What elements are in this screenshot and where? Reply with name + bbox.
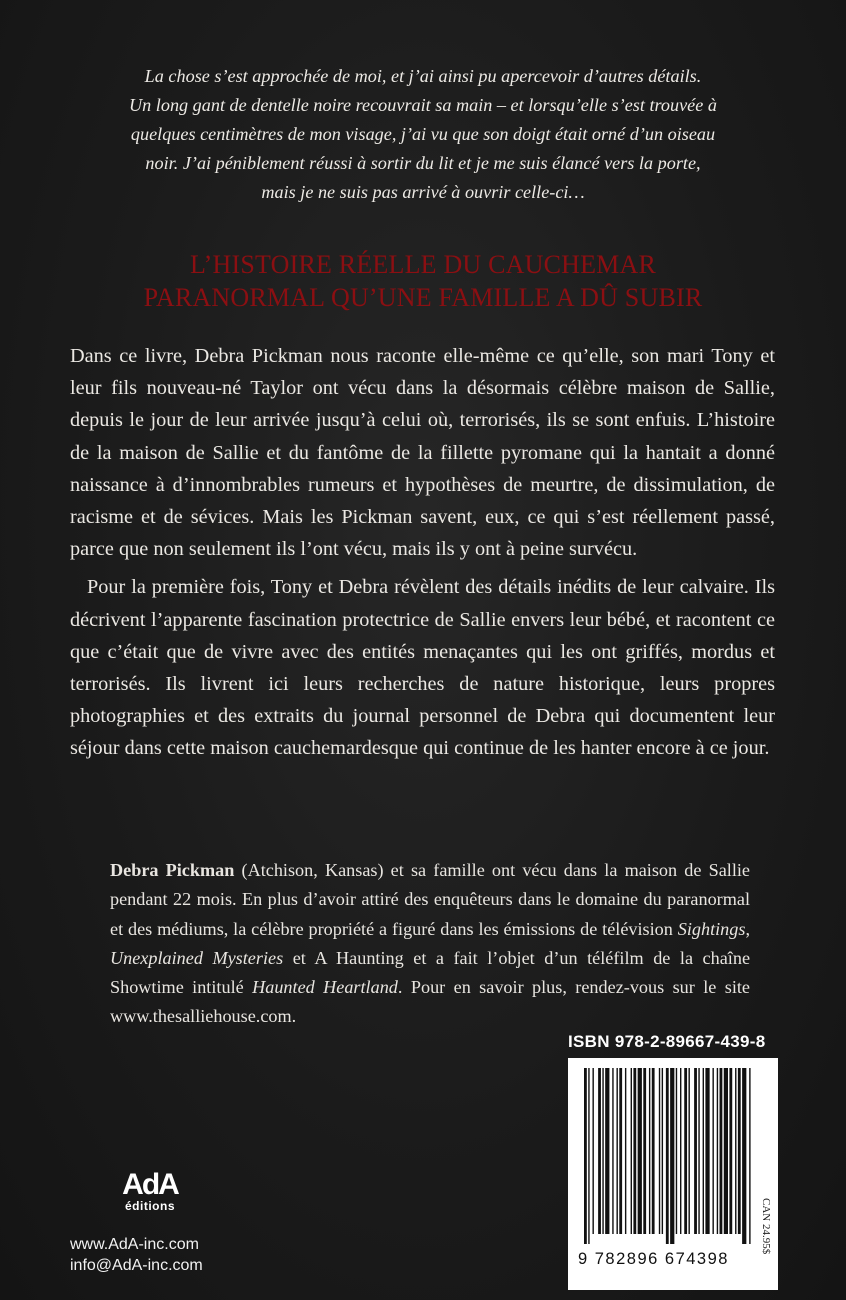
barcode-bar	[738, 1068, 741, 1234]
isbn-label: ISBN 978-2-89667-439-8	[568, 1032, 766, 1051]
bio-text: ,	[745, 918, 750, 939]
barcode-bar	[684, 1068, 687, 1234]
barcode-bar	[638, 1068, 642, 1234]
barcode-bar	[724, 1068, 728, 1234]
headline-line-1: L’HISTOIRE RÉELLE DU CAUCHEMAR	[189, 250, 657, 279]
barcode-bar	[729, 1068, 732, 1234]
barcode-bar	[703, 1068, 704, 1234]
logo-mark: AdA	[122, 1168, 178, 1201]
barcode-bar	[698, 1068, 699, 1234]
barcode-bar	[633, 1068, 636, 1234]
quote-line: noir. J’ai péniblement réussi à sortir du lit et je me suis élancé vers la porte,	[145, 153, 701, 173]
tagline-headline	[60, 248, 786, 314]
barcode-bar	[616, 1068, 617, 1234]
publisher-contact	[70, 1234, 203, 1276]
barcode-bar	[749, 1068, 750, 1244]
barcode-bar	[605, 1068, 609, 1234]
barcode-bar	[688, 1068, 689, 1234]
barcode-bar	[712, 1068, 713, 1234]
barcode-bar	[735, 1068, 736, 1234]
barcode-bar	[659, 1068, 660, 1234]
barcode-bar	[631, 1068, 632, 1234]
publisher-email: info@AdA-inc.com	[70, 1257, 203, 1274]
barcode-number: 9 782896 674398	[578, 1250, 729, 1268]
price-label: CAN 24.95$	[760, 1198, 772, 1255]
barcode-bar	[652, 1068, 655, 1234]
headline-line-2: PARANORMAL QU’UNE FAMILLE A DÛ SUBIR	[143, 283, 703, 312]
quote-line: Un long gant de dentelle noire recouvrait sa main – et lorsqu’elle s’est trouvée à	[129, 95, 717, 115]
barcode-bar	[588, 1068, 589, 1244]
barcode-bar	[720, 1068, 723, 1234]
barcode-bar	[680, 1068, 681, 1234]
excerpt-quote	[78, 62, 768, 207]
barcode-bar	[717, 1068, 718, 1234]
barcode	[568, 1058, 778, 1290]
barcode-bar	[670, 1068, 674, 1244]
barcode-bar	[598, 1068, 601, 1234]
quote-line: mais je ne suis pas arrivé à ouvrir celle-ci…	[261, 182, 585, 202]
author-bio	[110, 856, 750, 1032]
barcode-bar	[649, 1068, 650, 1234]
barcode-bar	[612, 1068, 613, 1234]
bio-text: (Atchison, Kansas) et sa famille ont vécu dans la maison de Sallie pendant 22 mois. En plus d’avoir attiré des enquêteurs dans le domaine du paranormal et des médiums, la célèbre propriété a figuré dans les émissions de télévision	[110, 860, 750, 939]
author-name: Debra Pickman	[110, 860, 235, 880]
show-title: Unexplained Mysteries	[110, 947, 284, 968]
publisher-website: www.AdA-inc.com	[70, 1236, 199, 1253]
barcode-bar	[602, 1068, 603, 1234]
barcode-bars	[584, 1068, 752, 1244]
barcode-bar	[592, 1068, 593, 1234]
barcode-bar	[666, 1068, 669, 1244]
publisher-logo	[110, 1170, 190, 1220]
barcode-bar	[676, 1068, 677, 1234]
barcode-bar	[742, 1068, 746, 1244]
barcode-bar	[694, 1068, 697, 1234]
barcode-bar	[662, 1068, 663, 1234]
bio-text: et a fait l’objet d’un téléfilm de la chaîne Showtime intitulé	[110, 947, 751, 998]
barcode-bar	[619, 1068, 622, 1234]
barcode-bar	[625, 1068, 626, 1234]
description-paragraph-1: Dans ce livre, Debra Pickman nous raconte elle-même ce qu’elle, son mari Tony et leur fils nouveau-né Taylor ont vécu dans la désormais célèbre maison de Sallie, depuis le jour de leur arrivée jusqu’à celui où, terrorisés, ils se sont enfuis. L’histoire de la maison de Sallie et du fantôme de la fillette pyromane qui la hantait a donné naissance à d’innombrables rumeurs et hypothèses de meurtre, de dissimulation, de racisme et de sévices. Mais les Pickman savent, eux, ce qui s’est réellement passé, parce que non seulement ils l’ont vécu, mais ils y ont à peine survécu.	[70, 345, 775, 561]
description-paragraph-2: Pour la première fois, Tony et Debra révèlent des détails inédits de leur calvaire. Ils décrivent l’apparente fascination protectrice de Sallie envers leur bébé, et racontent ce que c’était que de vivre avec des entités menaçantes qui les ont griffés, mordus et terrorisés. Ils livrent ici leurs recherches de nature historique, leurs propres photographies et des extraits du journal personnel de Debra qui documentent leur séjour dans cette maison cauchemardesque qui continue de les hanter encore à ce jour.	[70, 576, 775, 760]
barcode-bar	[705, 1068, 709, 1234]
quote-line: La chose s’est approchée de moi, et j’ai ainsi pu apercevoir d’autres détails.	[144, 66, 702, 86]
quote-line: quelques centimètres de mon visage, j’ai vu que son doigt était orné d’un oiseau	[130, 124, 716, 144]
show-title: A Haunting	[314, 947, 404, 968]
bio-text: et	[283, 947, 315, 968]
book-description	[70, 340, 775, 771]
show-title: Sightings	[677, 918, 746, 939]
film-title: Haunted Heartland	[252, 977, 398, 998]
barcode-bar	[584, 1068, 587, 1244]
logo-subtitle: éditions	[124, 1199, 175, 1213]
barcode-bar	[643, 1068, 646, 1234]
bio-text: . Pour en savoir plus, rendez-vous sur le site www.thesalliehouse.com.	[110, 977, 750, 1027]
